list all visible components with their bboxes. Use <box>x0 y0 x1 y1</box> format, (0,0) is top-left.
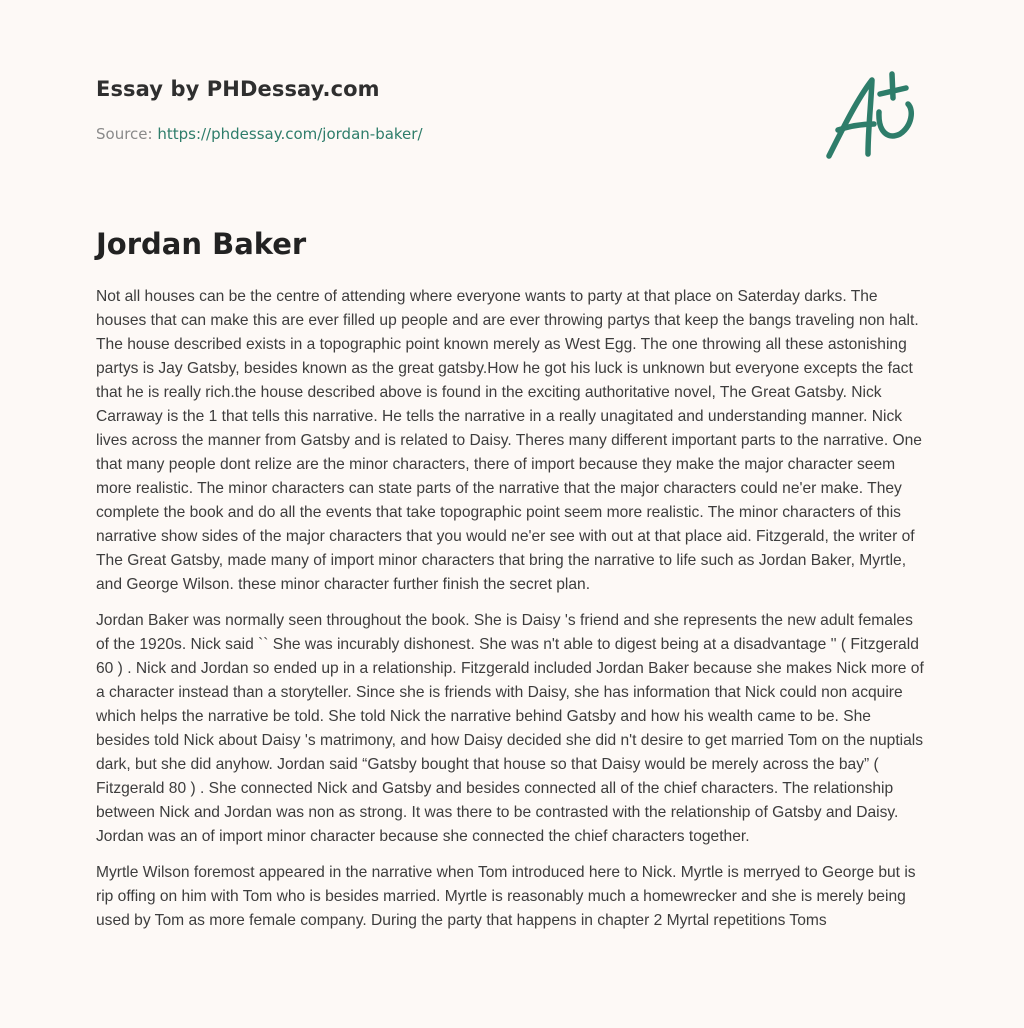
source-label: Source: <box>96 125 158 143</box>
source-line <box>96 124 796 144</box>
essay-body <box>96 285 928 945</box>
essay-paragraph: Myrtle Wilson foremost appeared in the narrative when Tom introduced here to Nick. Myrtle is merryed to George but is rip offing on him with Tom who is besides married. Myrtle is reasonably much a homewrecker and she is merely being used by Tom as more female company. During the party that happens in chapter 2 Myrtal repetitions Toms <box>96 864 916 929</box>
a-plus-grade-icon <box>822 68 930 166</box>
essay-paragraph: Not all houses can be the centre of attending where everyone wants to party at that place on Saterday darks. The houses that can make this are ever filled up people and are ever throwing partys that keep the bangs traveling non halt. The house described exists in a topographic point known merely as West Egg. The one throwing all these astonishing partys is Jay Gatsby, besides known as the great gatsby.How he got his luck is unknown but everyone excepts the fact that he is really rich.the house described above is found in the exciting authoritative novel, The Great Gatsby. Nick Carraway is the 1 that tells this narrative. He tells the narrative in a really unagitated and understanding manner. Nick lives across the manner from Gatsby and is related to Daisy. Theres many different important parts to the narrative. One that many people dont relize are the minor characters, there of import because they make the major character seem more realistic. The minor characters can state parts of the narrative that the major characters could ne'er make. They complete the book and do all the events that take topographic point seem more realistic. The minor characters of this narrative show sides of the major characters that you would ne'er see with out at that place aid. Fitzgerald, the writer of The Great Gatsby, made many of import minor characters that bring the narrative to life such as Jordan Baker, Myrtle, and George Wilson. these minor character further finish the secret plan. <box>96 288 922 593</box>
essay-paragraph: Jordan Baker was normally seen throughout the book. She is Daisy 's friend and she represents the new adult females of the 1920s. Nick said `` She was incurably dishonest. She was n't able to digest being at a disadvantage '' ( Fitzgerald 60 ) . Nick and Jordan so ended up in a relationship. Fitzgerald included Jordan Baker because she makes Nick more of a character instead than a storyteller. Since she is friends with Daisy, she has information that Nick could non acquire which helps the narrative be told. She told Nick the narrative behind Gatsby and how his wealth came to be. She besides told Nick about Daisy 's matrimony, and how Daisy decided she did n't desire to get married Tom on the nuptials dark, but she did anyhow. Jordan said “Gatsby bought that house so that Daisy would be merely across the bay” ( Fitzgerald 80 ) . She connected Nick and Gatsby and besides connected all of the chief characters. The relationship between Nick and Jordan was non as strong. It was there to be contrasted with the relationship of Gatsby and Daisy. Jordan was an of import minor character because she connected the chief characters together. <box>96 612 924 845</box>
essay-title: Jordan Baker <box>96 227 307 261</box>
site-brand: Essay by PHDessay.com <box>96 77 380 101</box>
source-link[interactable]: https://phdessay.com/jordan-baker/ <box>157 125 423 143</box>
essay-header <box>96 74 796 144</box>
